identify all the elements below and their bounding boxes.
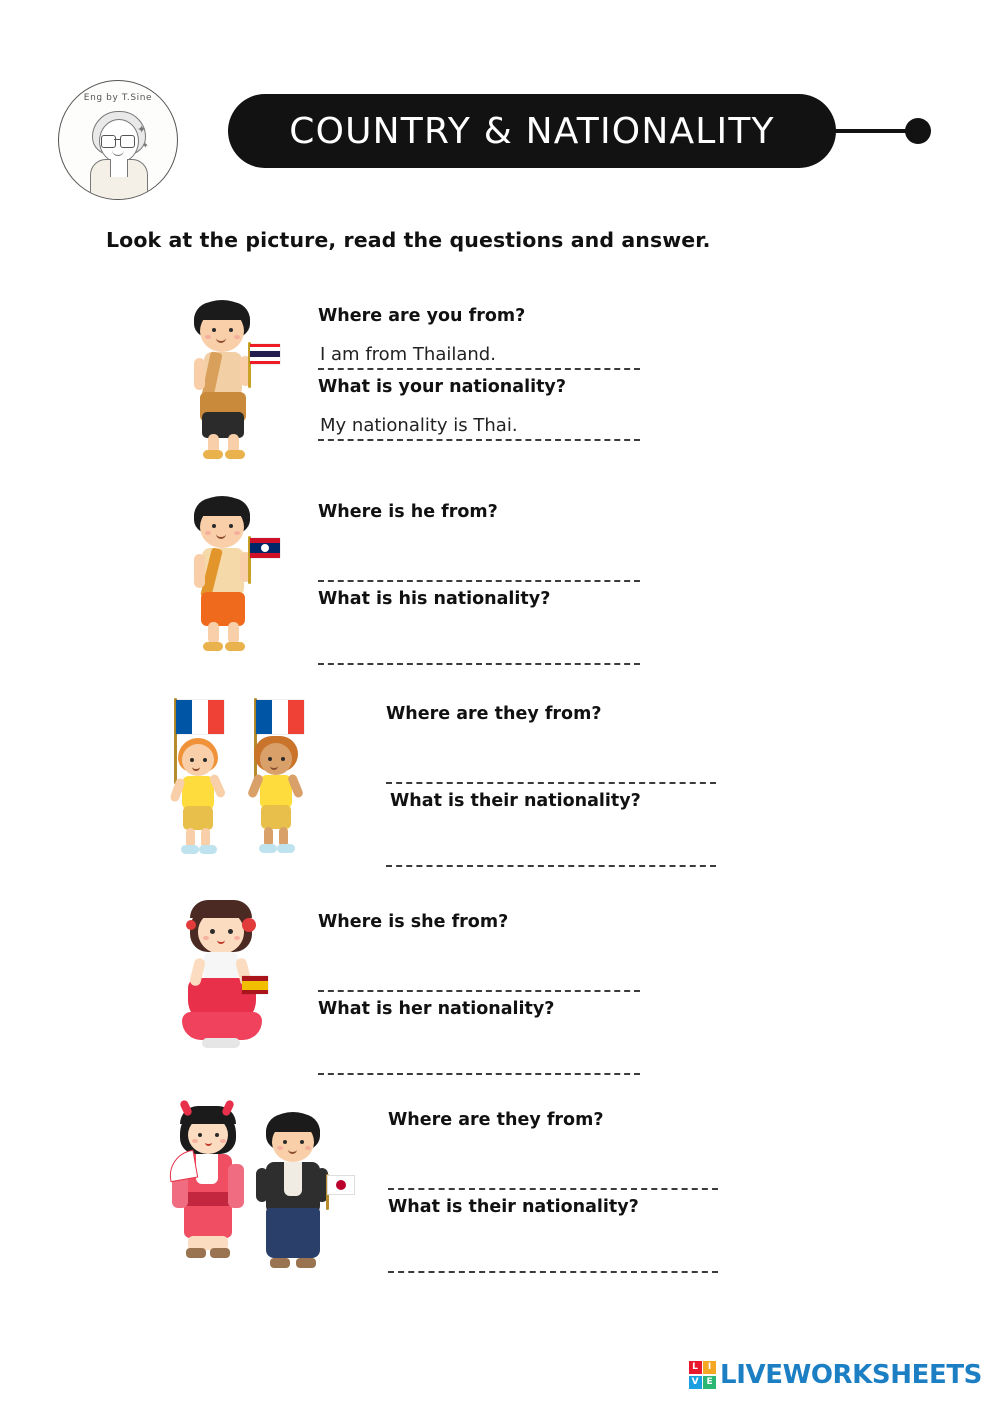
question-text: What is their nationality? (388, 1197, 639, 1217)
eye-left (212, 524, 216, 528)
instruction-text: Look at the picture, read the questions and answer. (106, 228, 711, 252)
shoe-left (181, 845, 199, 854)
sparkle-icon: ✦ (142, 141, 149, 150)
question-block-5 (388, 1110, 728, 1273)
hair-top (266, 1114, 320, 1132)
leg-right (228, 622, 239, 644)
logo-cell-l: L (689, 1361, 702, 1374)
author-avatar-illustration (88, 111, 148, 199)
japan-flag-icon (328, 1176, 354, 1194)
exercise-row-4 (0, 898, 1000, 1078)
question-block-3 (386, 704, 726, 867)
worksheet-title-banner (228, 94, 836, 168)
title-connector-line (832, 129, 914, 133)
cheek-right (234, 531, 240, 535)
cheek-right (220, 1139, 226, 1143)
cheek-left (205, 531, 211, 535)
illustration-spanish-girl (168, 900, 288, 1072)
question-block-1 (318, 306, 648, 441)
shoe-left (259, 844, 277, 853)
kimono-collar (196, 1154, 218, 1184)
child-left (172, 738, 228, 862)
hair-flower (186, 920, 196, 930)
hair-top (190, 900, 252, 918)
shoes (202, 1038, 240, 1048)
author-logo (58, 80, 178, 200)
laos-flag-icon (250, 538, 280, 558)
cheek-right (234, 335, 240, 339)
exercise-row-2 (0, 492, 1000, 672)
eye-right (300, 1140, 304, 1144)
exercise-row-3 (0, 694, 1000, 874)
thailand-flag-icon (250, 344, 280, 364)
sandal-right (296, 1258, 316, 1268)
cheek-right (305, 1146, 311, 1150)
kimono-sleeve-right (228, 1164, 244, 1208)
exercise-row-5 (0, 1096, 1000, 1286)
shorts (183, 806, 213, 830)
illustration-lao-boy (168, 496, 278, 666)
hair-top (194, 498, 250, 516)
exercise-row-1 (0, 296, 1000, 476)
hakama-boy (250, 1112, 350, 1282)
avatar-glasses-left (101, 135, 116, 148)
question-block-4 (318, 912, 648, 1075)
answer-line[interactable] (318, 954, 640, 992)
folding-fan (166, 1150, 198, 1182)
shoe-left (203, 642, 223, 651)
sandal-left (270, 1258, 290, 1268)
logo-cell-v: V (689, 1376, 702, 1389)
shoe-left (203, 450, 223, 459)
question-block-2 (318, 502, 648, 665)
eye-right (229, 328, 233, 332)
eye-left (190, 758, 194, 762)
worksheet-header (0, 78, 1000, 188)
spain-flag-icon (242, 976, 268, 994)
eye-left (268, 757, 272, 761)
question-text: What is his nationality? (318, 589, 551, 609)
page-title: COUNTRY & NATIONALITY (289, 110, 775, 152)
cheek-left (192, 1139, 198, 1143)
question-text: What is your nationality? (318, 377, 566, 397)
shoe-right (277, 844, 295, 853)
eye-right (215, 1133, 219, 1137)
avatar-glasses-bridge (114, 139, 120, 140)
illustration-thai-boy (168, 300, 278, 470)
answer-text: I am from Thailand. (320, 344, 496, 365)
answer-line[interactable] (388, 1235, 718, 1273)
cheek-right (234, 936, 240, 940)
sparkle-icon: ✦ (137, 124, 147, 136)
answer-line[interactable] (318, 403, 640, 441)
question-text: Where are they from? (388, 1110, 604, 1130)
shirt (260, 775, 292, 809)
skirt-ruffle (182, 1012, 262, 1040)
illustration-japanese-couple (166, 1096, 356, 1286)
author-logo-label: Eng by T.Sine (83, 93, 153, 103)
shorts (261, 805, 291, 829)
sandal-left (186, 1248, 206, 1258)
answer-line[interactable] (388, 1152, 718, 1190)
eye-right (203, 758, 207, 762)
liveworksheets-logo-icon (689, 1361, 717, 1389)
arm-left (194, 554, 205, 588)
shoe-right (225, 642, 245, 651)
logo-cell-e: E (703, 1376, 716, 1389)
answer-line[interactable] (318, 332, 640, 370)
liveworksheets-brand-text: LIVEWORKSHEETS (720, 1360, 982, 1390)
shirt (182, 776, 214, 810)
eye-left (198, 1133, 202, 1137)
question-text: Where is he from? (318, 502, 498, 522)
logo-cell-i: I (703, 1361, 716, 1374)
france-flag-icon (176, 700, 224, 734)
question-text: Where is she from? (318, 912, 509, 932)
liveworksheets-footer[interactable] (689, 1360, 982, 1390)
hair-flower (242, 918, 256, 932)
answer-line[interactable] (386, 746, 716, 784)
question-text: What is her nationality? (318, 999, 555, 1019)
answer-text: My nationality is Thai. (320, 415, 518, 436)
obi-belt (184, 1192, 232, 1206)
answer-line[interactable] (386, 829, 716, 867)
eye-right (228, 929, 233, 934)
hair-top (194, 302, 250, 320)
head (260, 743, 292, 775)
head (182, 744, 214, 776)
illustration-french-children (158, 694, 338, 866)
title-end-dot (905, 118, 931, 144)
eye-left (210, 929, 215, 934)
france-flag-icon (256, 700, 304, 734)
question-text: Where are you from? (318, 306, 526, 326)
eye-right (229, 524, 233, 528)
kimono-girl (166, 1100, 260, 1280)
answer-line[interactable] (318, 544, 640, 582)
answer-line[interactable] (318, 627, 640, 665)
avatar-glasses-right (120, 135, 135, 148)
sandal-right (210, 1248, 230, 1258)
leg-left (208, 622, 219, 644)
cheek-left (203, 936, 209, 940)
question-text: What is their nationality? (390, 791, 641, 811)
hakama-pants (266, 1208, 320, 1258)
answer-line[interactable] (318, 1037, 640, 1075)
pants (201, 592, 245, 626)
question-text: Where are they from? (386, 704, 602, 724)
pants (202, 412, 244, 438)
shoe-right (199, 845, 217, 854)
shoe-right (225, 450, 245, 459)
arm-left (194, 358, 205, 390)
avatar-collar (110, 159, 128, 177)
cheek-left (205, 335, 211, 339)
eye-left (283, 1140, 287, 1144)
sleeve-left (256, 1168, 268, 1202)
inner-collar (284, 1162, 302, 1196)
eye-right (281, 757, 285, 761)
child-right (250, 736, 308, 862)
eye-left (212, 328, 216, 332)
cheek-left (277, 1146, 283, 1150)
